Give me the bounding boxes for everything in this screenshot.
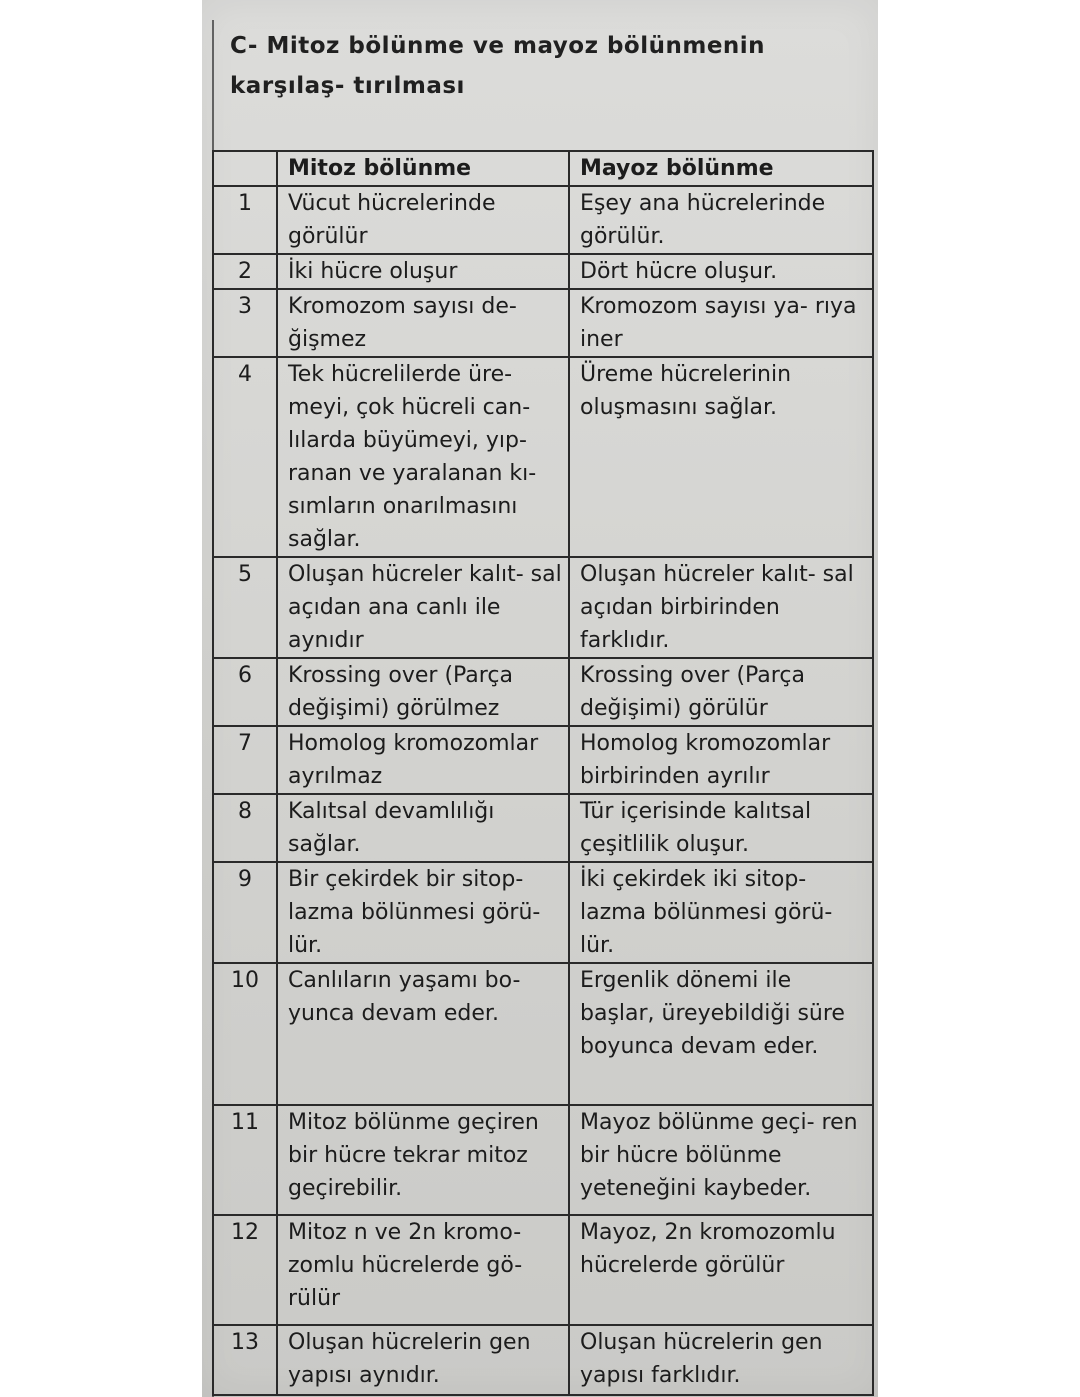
- row-number: 6: [213, 658, 277, 726]
- mitoz-cell: Kalıtsal devamlılığı sağlar.: [277, 794, 569, 862]
- row-number: 12: [213, 1215, 277, 1325]
- mayoz-cell: Üreme hücrelerinin oluşmasını sağlar.: [569, 357, 873, 557]
- mitoz-cell: Oluşan hücrelerin gen yapısı aynıdır.: [277, 1325, 569, 1395]
- mayoz-cell: Oluşan hücreler kalıt- sal açıdan birbirinden farklıdır.: [569, 557, 873, 658]
- row-number: 5: [213, 557, 277, 658]
- mitoz-cell: Canlıların yaşamı bo- yunca devam eder.: [277, 963, 569, 1105]
- row-number: 3: [213, 289, 277, 357]
- mayoz-cell: Krossing over (Parça değişimi) görülür: [569, 658, 873, 726]
- table-row: [213, 557, 873, 658]
- mayoz-cell: Kromozom sayısı ya- rıya iner: [569, 289, 873, 357]
- header-mayoz: Mayoz bölünme: [569, 151, 873, 186]
- table-row: [213, 862, 873, 963]
- row-number: 7: [213, 726, 277, 794]
- table-row: [213, 357, 873, 557]
- mayoz-cell: Eşey ana hücrelerinde görülür.: [569, 186, 873, 254]
- row-number: 8: [213, 794, 277, 862]
- table-row: [213, 963, 873, 1105]
- row-number: 2: [213, 254, 277, 289]
- mitoz-cell: Vücut hücrelerinde görülür: [277, 186, 569, 254]
- row-number: 13: [213, 1325, 277, 1395]
- row-number: 11: [213, 1105, 277, 1215]
- row-number: 4: [213, 357, 277, 557]
- mitoz-cell: Oluşan hücreler kalıt- sal açıdan ana canlı ile aynıdır: [277, 557, 569, 658]
- table-row: [213, 254, 873, 289]
- table-header-row: [213, 151, 873, 186]
- table-row: [213, 658, 873, 726]
- mitoz-cell: Bir çekirdek bir sitop- lazma bölünmesi görü- lür.: [277, 862, 569, 963]
- mayoz-cell: Oluşan hücrelerin gen yapısı farklıdır.: [569, 1325, 873, 1395]
- mayoz-cell: Tür içerisinde kalıtsal çeşitlilik oluşur.: [569, 794, 873, 862]
- mayoz-cell: Homolog kromozomlar birbirinden ayrılır: [569, 726, 873, 794]
- header-number: [213, 151, 277, 186]
- mitoz-cell: Homolog kromozomlar ayrılmaz: [277, 726, 569, 794]
- comparison-table: [212, 150, 874, 1396]
- header-mitoz: Mitoz bölünme: [277, 151, 569, 186]
- table-row: [213, 289, 873, 357]
- mayoz-cell: Mayoz, 2n kromozomlu hücrelerde görülür: [569, 1215, 873, 1325]
- mitoz-cell: Kromozom sayısı de- ğişmez: [277, 289, 569, 357]
- mitoz-cell: Mitoz bölünme geçiren bir hücre tekrar mitoz geçirebilir.: [277, 1105, 569, 1215]
- mitoz-cell: İki hücre oluşur: [277, 254, 569, 289]
- mayoz-cell: Dört hücre oluşur.: [569, 254, 873, 289]
- mayoz-cell: İki çekirdek iki sitop- lazma bölünmesi görü- lür.: [569, 862, 873, 963]
- row-number: 9: [213, 862, 277, 963]
- row-number: 1: [213, 186, 277, 254]
- table-row: [213, 1105, 873, 1215]
- table-row: [213, 794, 873, 862]
- mitoz-cell: Tek hücrelilerde üre- meyi, çok hücreli can- lılarda büyümeyi, yıp- ranan ve yaralanan kı- sımların onarılmasını sağlar.: [277, 357, 569, 557]
- row-number: 10: [213, 963, 277, 1105]
- mayoz-cell: Ergenlik dönemi ile başlar, üreyebildiği süre boyunca devam eder.: [569, 963, 873, 1105]
- table-row: [213, 186, 873, 254]
- worksheet-page: [202, 0, 878, 1397]
- mayoz-cell: Mayoz bölünme geçi- ren bir hücre bölünme yeteneğini kaybeder.: [569, 1105, 873, 1215]
- table-row: [213, 1215, 873, 1325]
- mitoz-cell: Krossing over (Parça değişimi) görülmez: [277, 658, 569, 726]
- table-row: [213, 1325, 873, 1395]
- table-row: [213, 726, 873, 794]
- mitoz-cell: Mitoz n ve 2n kromo- zomlu hücrelerde gö- rülür: [277, 1215, 569, 1325]
- section-heading: C- Mitoz bölünme ve mayoz bölünmenin karşılaş- tırılması: [230, 33, 766, 99]
